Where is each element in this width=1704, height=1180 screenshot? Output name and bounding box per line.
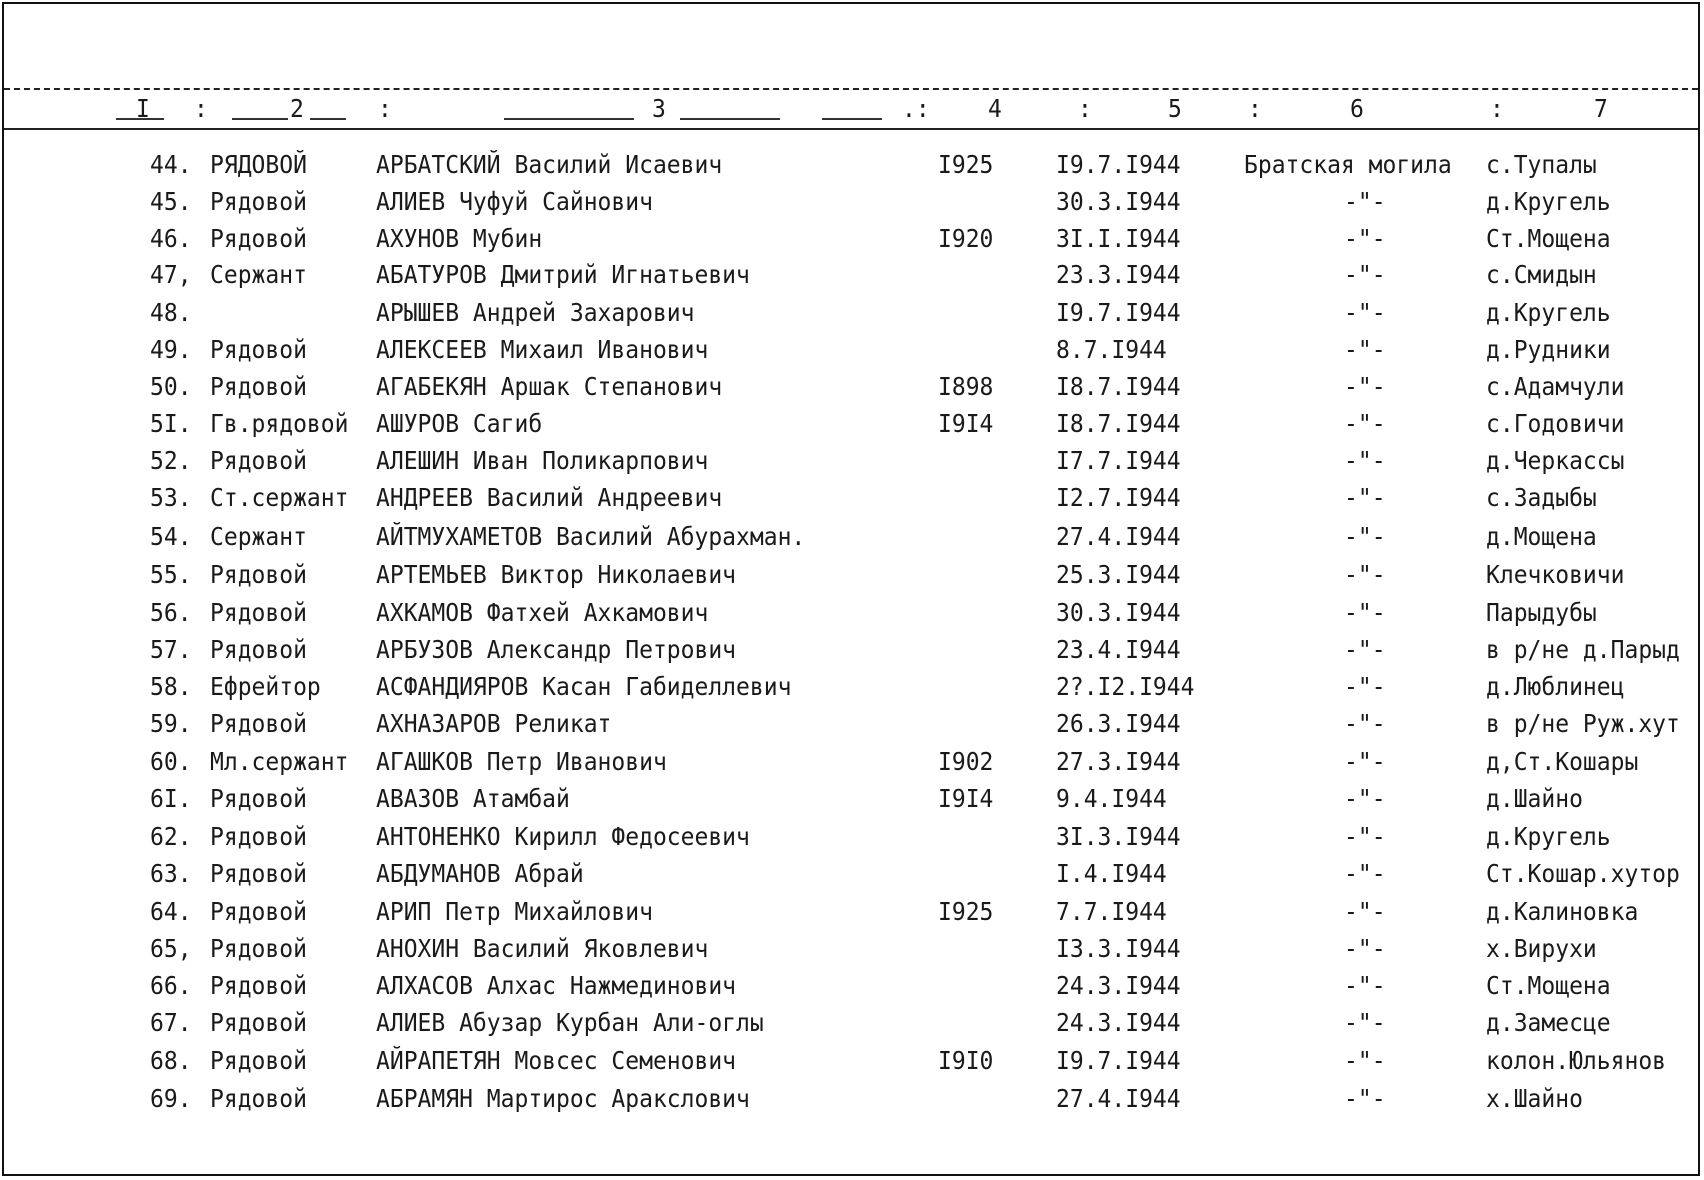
full-name: АЙРАПЕТЯН Мовсес Семенович — [376, 1046, 737, 1075]
table-row — [4, 443, 1698, 480]
table-row — [4, 406, 1698, 443]
row-number: 56. — [150, 598, 192, 627]
table-row — [4, 1081, 1698, 1118]
military-rank: Рядовой — [210, 224, 307, 253]
full-name: АШУРОВ Сагиб — [376, 409, 543, 438]
burial-place: Парыдубы — [1486, 598, 1597, 627]
header-underline — [310, 118, 346, 120]
full-name: АЛЕШИН Иван Поликарпович — [376, 446, 709, 475]
date-of-death: 27.3.I944 — [1056, 747, 1181, 776]
burial-type: -"- — [1344, 822, 1386, 851]
date-of-death: 7.7.I944 — [1056, 897, 1167, 926]
military-rank: Рядовой — [210, 598, 307, 627]
military-rank: Ст.сержант — [210, 483, 349, 512]
full-name: АРТЕМЬЕВ Виктор Николаевич — [376, 560, 737, 589]
table-row — [4, 519, 1698, 556]
military-rank: Сержант — [210, 522, 307, 551]
birth-year: I920 — [938, 224, 994, 253]
birth-year: I9I4 — [938, 409, 994, 438]
table-row — [4, 706, 1698, 743]
table-row — [4, 369, 1698, 406]
burial-place: д.Замесце — [1486, 1008, 1611, 1037]
burial-type: Братская могила — [1244, 150, 1452, 179]
row-number: 5I. — [150, 409, 192, 438]
full-name: АХКАМОВ Фатхей Ахкамович — [376, 598, 709, 627]
burial-place: д.Рудники — [1486, 335, 1611, 364]
table-row — [4, 184, 1698, 221]
burial-type: -"- — [1344, 560, 1386, 589]
military-rank: Рядовой — [210, 635, 307, 664]
burial-place: д.Кругель — [1486, 187, 1611, 216]
date-of-death: 3I.3.I944 — [1056, 822, 1181, 851]
row-number: 67. — [150, 1008, 192, 1037]
burial-type: -"- — [1344, 335, 1386, 364]
burial-place: с.Тупалы — [1486, 150, 1597, 179]
date-of-death: 26.3.I944 — [1056, 709, 1181, 738]
column-header-3: 3 — [652, 94, 666, 123]
full-name: АБАТУРОВ Дмитрий Игнатьевич — [376, 260, 750, 289]
military-rank: Рядовой — [210, 1046, 307, 1075]
column-header-5: 5 — [1168, 94, 1182, 123]
table-row — [4, 931, 1698, 968]
burial-place: х.Шайно — [1486, 1084, 1583, 1113]
row-number: 6I. — [150, 784, 192, 813]
burial-type: -"- — [1344, 522, 1386, 551]
column-separator: : — [1490, 94, 1504, 123]
military-rank: Рядовой — [210, 859, 307, 888]
date-of-death: I3.3.I944 — [1056, 934, 1181, 963]
military-rank: Рядовой — [210, 709, 307, 738]
row-number: 47, — [150, 260, 192, 289]
burial-place: д,Ст.Кошары — [1486, 747, 1639, 776]
burial-place: с.Смидын — [1486, 260, 1597, 289]
table-row — [4, 669, 1698, 706]
date-of-death: 27.4.I944 — [1056, 1084, 1181, 1113]
column-separator: : — [194, 94, 208, 123]
row-number: 58. — [150, 672, 192, 701]
date-of-death: I9.7.I944 — [1056, 1046, 1181, 1075]
burial-place: Ст.Мощена — [1486, 224, 1611, 253]
full-name: АРЫШЕВ Андрей Захарович — [376, 298, 695, 327]
burial-place: д.Черкассы — [1486, 446, 1625, 475]
row-number: 65, — [150, 934, 192, 963]
table-row — [4, 1005, 1698, 1042]
birth-year: I9I4 — [938, 784, 994, 813]
column-header-1: I — [136, 94, 150, 123]
military-rank: Ефрейтор — [210, 672, 321, 701]
date-of-death: I7.7.I944 — [1056, 446, 1181, 475]
row-number: 60. — [150, 747, 192, 776]
burial-place: Клечковичи — [1486, 560, 1625, 589]
row-number: 59. — [150, 709, 192, 738]
row-number: 55. — [150, 560, 192, 589]
birth-year: I925 — [938, 150, 994, 179]
military-rank: Рядовой — [210, 784, 307, 813]
date-of-death: 27.4.I944 — [1056, 522, 1181, 551]
row-number: 50. — [150, 372, 192, 401]
date-of-death: 9.4.I944 — [1056, 784, 1167, 813]
full-name: АВАЗОВ Атамбай — [376, 784, 570, 813]
full-name: АСФАНДИЯРОВ Касан Габиделлевич — [376, 672, 792, 701]
full-name: АНДРЕЕВ Василий Андреевич — [376, 483, 723, 512]
table-row — [4, 257, 1698, 294]
row-number: 62. — [150, 822, 192, 851]
row-number: 44. — [150, 150, 192, 179]
burial-type: -"- — [1344, 971, 1386, 1000]
burial-type: -"- — [1344, 1084, 1386, 1113]
column-header-6: 6 — [1350, 94, 1364, 123]
row-number: 66. — [150, 971, 192, 1000]
military-rank: Сержант — [210, 260, 307, 289]
burial-place: в р/не д.Парыд — [1486, 635, 1680, 664]
full-name: АЛХАСОВ Алхас Нажмединович — [376, 971, 737, 1000]
table-row — [4, 147, 1698, 184]
burial-place: д.Кругель — [1486, 298, 1611, 327]
date-of-death: 23.4.I944 — [1056, 635, 1181, 664]
burial-type: -"- — [1344, 1046, 1386, 1075]
full-name: АНТОНЕНКО Кирилл Федосеевич — [376, 822, 750, 851]
date-of-death: 24.3.I944 — [1056, 971, 1181, 1000]
header-underline — [116, 118, 164, 120]
date-of-death: 25.3.I944 — [1056, 560, 1181, 589]
table-row — [4, 480, 1698, 517]
date-of-death: I8.7.I944 — [1056, 372, 1181, 401]
military-rank: Рядовой — [210, 971, 307, 1000]
military-rank: Рядовой — [210, 372, 307, 401]
document-sheet — [2, 2, 1700, 1176]
row-number: 52. — [150, 446, 192, 475]
row-number: 48. — [150, 298, 192, 327]
column-separator: : — [1248, 94, 1262, 123]
row-number: 64. — [150, 897, 192, 926]
burial-type: -"- — [1344, 859, 1386, 888]
full-name: АРИП Петр Михайлович — [376, 897, 653, 926]
military-rank: Рядовой — [210, 822, 307, 851]
date-of-death: I.4.I944 — [1056, 859, 1167, 888]
row-number: 49. — [150, 335, 192, 364]
birth-year: I925 — [938, 897, 994, 926]
full-name: АРБАТСКИЙ Василий Исаевич — [376, 150, 723, 179]
table-row — [4, 1043, 1698, 1080]
column-header-2: 2 — [290, 94, 304, 123]
full-name: АРБУЗОВ Александр Петрович — [376, 635, 737, 664]
row-number: 57. — [150, 635, 192, 664]
burial-type: -"- — [1344, 409, 1386, 438]
table-row — [4, 557, 1698, 594]
full-name: АБРАМЯН Мартирос Аракслович — [376, 1084, 750, 1113]
row-number: 53. — [150, 483, 192, 512]
burial-place: д.Кругель — [1486, 822, 1611, 851]
burial-type: -"- — [1344, 672, 1386, 701]
military-rank: РЯДОВОЙ — [210, 150, 307, 179]
row-number: 45. — [150, 187, 192, 216]
date-of-death: I2.7.I944 — [1056, 483, 1181, 512]
date-of-death: 2?.I2.I944 — [1056, 672, 1195, 701]
burial-type: -"- — [1344, 372, 1386, 401]
burial-type: -"- — [1344, 187, 1386, 216]
burial-place: Ст.Мощена — [1486, 971, 1611, 1000]
burial-place: х.Вирухи — [1486, 934, 1597, 963]
burial-place: Ст.Кошар.хутор — [1486, 859, 1680, 888]
date-of-death: 30.3.I944 — [1056, 187, 1181, 216]
military-rank: Рядовой — [210, 1008, 307, 1037]
row-number: 54. — [150, 522, 192, 551]
burial-type: -"- — [1344, 483, 1386, 512]
burial-place: в р/не Руж.хут — [1486, 709, 1680, 738]
full-name: АЛИЕВ Абузар Курбан Али-оглы — [376, 1008, 764, 1037]
column-separator: : — [378, 94, 392, 123]
burial-type: -"- — [1344, 446, 1386, 475]
table-row — [4, 781, 1698, 818]
table-row — [4, 819, 1698, 856]
military-rank: Рядовой — [210, 446, 307, 475]
table-row — [4, 295, 1698, 332]
military-rank: Рядовой — [210, 335, 307, 364]
military-rank: Рядовой — [210, 897, 307, 926]
military-rank: Рядовой — [210, 934, 307, 963]
date-of-death: I8.7.I944 — [1056, 409, 1181, 438]
column-header-7: 7 — [1594, 94, 1608, 123]
burial-type: -"- — [1344, 784, 1386, 813]
row-number: 68. — [150, 1046, 192, 1075]
military-rank: Рядовой — [210, 1084, 307, 1113]
column-separator: : — [1078, 94, 1092, 123]
burial-type: -"- — [1344, 635, 1386, 664]
burial-type: -"- — [1344, 709, 1386, 738]
column-header-4: 4 — [988, 94, 1002, 123]
full-name: АБДУМАНОВ Абрай — [376, 859, 584, 888]
burial-place: с.Годовичи — [1486, 409, 1625, 438]
birth-year: I902 — [938, 747, 994, 776]
burial-place: д.Калиновка — [1486, 897, 1639, 926]
full-name: АНОХИН Василий Яковлевич — [376, 934, 709, 963]
date-of-death: I9.7.I944 — [1056, 150, 1181, 179]
row-number: 63. — [150, 859, 192, 888]
burial-type: -"- — [1344, 897, 1386, 926]
table-row — [4, 894, 1698, 931]
full-name: АЙТМУХАМЕТОВ Василий Абурахман. — [376, 522, 806, 551]
full-name: АХУНОВ Мубин — [376, 224, 543, 253]
table-row — [4, 968, 1698, 1005]
burial-place: колон.Юльянов — [1486, 1046, 1667, 1075]
column-separator: .: — [902, 94, 930, 123]
header-underline — [822, 118, 882, 120]
row-number: 46. — [150, 224, 192, 253]
burial-type: -"- — [1344, 598, 1386, 627]
header-bottom-rule — [4, 128, 1698, 130]
burial-place: д.Мощена — [1486, 522, 1597, 551]
burial-type: -"- — [1344, 1008, 1386, 1037]
table-row — [4, 332, 1698, 369]
date-of-death: 3I.I.I944 — [1056, 224, 1181, 253]
table-row — [4, 856, 1698, 893]
date-of-death: 8.7.I944 — [1056, 335, 1167, 364]
header-underline — [232, 118, 288, 120]
burial-type: -"- — [1344, 934, 1386, 963]
header-top-rule — [4, 88, 1698, 90]
military-rank: Мл.сержант — [210, 747, 349, 776]
date-of-death: I9.7.I944 — [1056, 298, 1181, 327]
birth-year: I898 — [938, 372, 994, 401]
date-of-death: 30.3.I944 — [1056, 598, 1181, 627]
full-name: АЛИЕВ Чуфуй Сайнович — [376, 187, 653, 216]
full-name: АГАШКОВ Петр Иванович — [376, 747, 667, 776]
date-of-death: 23.3.I944 — [1056, 260, 1181, 289]
burial-place: д.Люблинец — [1486, 672, 1625, 701]
date-of-death: 24.3.I944 — [1056, 1008, 1181, 1037]
table-row — [4, 632, 1698, 669]
burial-place: с.Адамчули — [1486, 372, 1625, 401]
row-number: 69. — [150, 1084, 192, 1113]
burial-type: -"- — [1344, 298, 1386, 327]
full-name: АГАБЕКЯН Аршак Степанович — [376, 372, 723, 401]
burial-place: с.Задыбы — [1486, 483, 1597, 512]
burial-type: -"- — [1344, 260, 1386, 289]
military-rank: Рядовой — [210, 187, 307, 216]
table-row — [4, 221, 1698, 258]
birth-year: I9I0 — [938, 1046, 994, 1075]
table-row — [4, 744, 1698, 781]
header-underline — [504, 118, 634, 120]
burial-type: -"- — [1344, 747, 1386, 776]
header-underline — [680, 118, 780, 120]
full-name: АЛЕКСЕЕВ Михаил Иванович — [376, 335, 709, 364]
full-name: АХНАЗАРОВ Реликат — [376, 709, 612, 738]
table-row — [4, 595, 1698, 632]
military-rank: Гв.рядовой — [210, 409, 349, 438]
burial-type: -"- — [1344, 224, 1386, 253]
military-rank: Рядовой — [210, 560, 307, 589]
burial-place: д.Шайно — [1486, 784, 1583, 813]
